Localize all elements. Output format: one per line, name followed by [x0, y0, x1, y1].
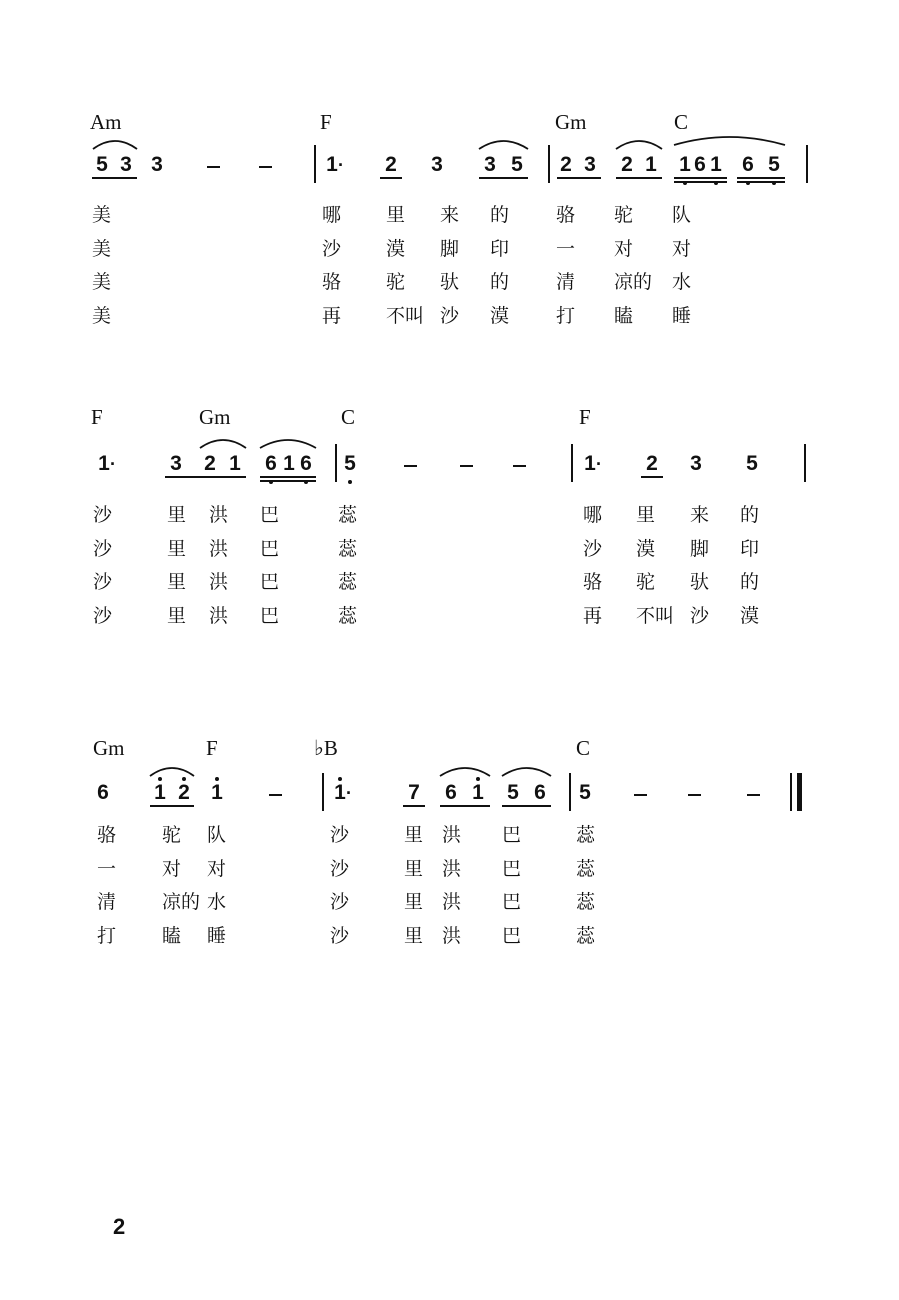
note-digit: 2	[178, 781, 190, 804]
system-2-lyric-4: 沙	[690, 604, 710, 627]
system-3-chord-3: ♭B	[314, 736, 338, 760]
system-1-lyric-1: 的	[490, 204, 510, 226]
note-digit: 6	[265, 452, 277, 475]
system-3-lyric-4: 洪	[442, 924, 462, 947]
system-1-note	[763, 153, 785, 177]
system-3-note	[206, 781, 228, 805]
note-digit: 5	[344, 452, 356, 475]
system-1-beam-underline	[92, 177, 137, 179]
system-3-lyric-2: 沙	[330, 857, 350, 880]
system-3-chord-1: Gm	[93, 736, 125, 760]
system-1-beam-underline	[616, 177, 662, 179]
system-1-slur	[477, 136, 530, 150]
system-3-lyric-2: 一	[97, 857, 117, 880]
system-1-lyric-2: 沙	[322, 237, 342, 260]
system-3-barline	[322, 773, 324, 811]
system-1-barline	[314, 145, 316, 183]
octave-dot-low	[348, 480, 352, 484]
octave-dot-high	[182, 777, 186, 781]
system-1-lyric-3: 水	[672, 271, 692, 293]
system-3-lyric-1: 蕊	[576, 824, 596, 846]
system-3-beam-underline	[440, 805, 490, 807]
system-1-sustain-dash	[259, 166, 272, 168]
system-2-chord-2: Gm	[199, 405, 231, 429]
note-digit: 1	[645, 153, 657, 176]
system-3-lyric-3: 里	[404, 891, 424, 913]
system-3-note	[329, 781, 351, 805]
system-1-beam-underline	[737, 177, 785, 179]
system-1-slur	[614, 136, 664, 150]
system-3-sustain-dash	[269, 794, 282, 796]
system-1-lyric-1: 美	[92, 204, 112, 226]
note-digit: 5	[768, 153, 780, 176]
system-2-note	[685, 452, 707, 476]
system-2-note	[199, 452, 221, 476]
system-1-beam-underline	[674, 181, 727, 183]
system-1-lyric-3: 清	[556, 271, 576, 293]
system-2-lyric-2: 沙	[583, 537, 603, 560]
system-2-note	[579, 452, 601, 476]
system-2-lyric-4: 里	[167, 604, 187, 627]
system-2-lyric-3: 里	[167, 571, 187, 593]
note-digit: 6	[694, 153, 706, 176]
note-digit: 6	[742, 153, 754, 176]
system-2-lyric-1: 哪	[583, 504, 603, 526]
augmentation-dot: ·	[110, 454, 116, 474]
system-2-beam-underline	[260, 476, 316, 478]
note-digit: 2	[646, 452, 658, 475]
system-3-lyric-3: 巴	[502, 891, 522, 913]
system-2-lyric-4: 漠	[740, 604, 760, 627]
note-digit: 2	[621, 153, 633, 176]
system-3-final-barline-thin	[790, 773, 792, 811]
system-1-lyric-4: 睡	[672, 304, 692, 327]
system-1-note	[91, 153, 113, 177]
system-1-lyric-1: 哪	[322, 204, 342, 226]
system-1-note	[321, 153, 343, 177]
page-number: 2	[113, 1214, 126, 1239]
system-2-sustain-dash	[513, 465, 526, 467]
system-3-lyric-1: 洪	[442, 824, 462, 846]
system-2-lyric-4: 蕊	[338, 604, 358, 627]
note-digit: 3	[431, 153, 443, 176]
system-2-note	[295, 452, 317, 476]
system-3-lyric-3: 水	[207, 891, 227, 913]
system-1-sustain-dash	[207, 166, 220, 168]
system-3-note	[173, 781, 195, 805]
system-1-lyric-2: 印	[490, 237, 510, 260]
augmentation-dot: ·	[338, 155, 344, 175]
system-3-note	[502, 781, 524, 805]
system-2-lyric-2: 蕊	[338, 537, 358, 560]
system-1-note	[426, 153, 448, 177]
system-3-slur	[438, 763, 492, 777]
system-3-slur	[500, 763, 553, 777]
system-1-chord-2: F	[320, 110, 332, 134]
system-1-lyric-4: 美	[92, 304, 112, 327]
system-1-lyric-4: 漠	[490, 304, 510, 327]
system-2-note	[339, 452, 361, 476]
system-1-beam-underline	[737, 181, 785, 183]
system-2-beam-underline	[165, 476, 246, 478]
system-3-lyric-4: 巴	[502, 924, 522, 947]
system-3-note	[574, 781, 596, 805]
system-1-note	[479, 153, 501, 177]
system-3-note	[440, 781, 462, 805]
system-3-lyric-2: 蕊	[576, 857, 596, 880]
system-3-final-barline-thick	[797, 773, 802, 811]
note-digit: 5	[96, 153, 108, 176]
system-1-lyric-3: 驮	[440, 271, 460, 293]
system-3-slur	[148, 763, 196, 777]
note-digit: 3	[170, 452, 182, 475]
note-digit: 1	[283, 452, 295, 475]
note-digit: 5	[507, 781, 519, 804]
system-1-lyric-1: 来	[440, 204, 460, 226]
note-digit: 6	[300, 452, 312, 475]
system-2-lyric-4: 巴	[260, 604, 280, 627]
system-3-lyric-4: 瞌	[162, 924, 182, 947]
system-1-barline	[806, 145, 808, 183]
note-digit: 2	[560, 153, 572, 176]
note-digit: 1	[710, 153, 722, 176]
system-2-slur	[198, 435, 248, 449]
octave-dot-high	[476, 777, 480, 781]
system-2-chord-1: F	[91, 405, 103, 429]
system-1-lyric-4: 瞌	[614, 304, 634, 327]
note-digit: 1	[154, 781, 166, 804]
note-digit: 3	[690, 452, 702, 475]
system-1-lyric-1: 里	[386, 204, 406, 226]
system-3-lyric-2: 里	[404, 857, 424, 880]
system-1-lyric-1: 骆	[556, 204, 576, 226]
system-1-chord-4: C	[674, 110, 689, 134]
system-2-lyric-1: 里	[636, 504, 656, 526]
system-1-note	[705, 153, 727, 177]
system-1-lyric-2: 对	[614, 237, 634, 260]
system-1-lyric-2: 一	[556, 237, 576, 260]
octave-dot-high	[158, 777, 162, 781]
note-digit: 2	[204, 452, 216, 475]
note-digit: 1	[98, 452, 110, 475]
system-1-note	[640, 153, 662, 177]
system-3-beam-underline	[403, 805, 425, 807]
system-2-beam-underline	[260, 480, 316, 482]
system-3-sustain-dash	[688, 794, 701, 796]
system-2-note	[741, 452, 763, 476]
system-3-lyric-2: 巴	[502, 857, 522, 880]
note-digit: 1	[326, 153, 338, 176]
octave-dot-high	[215, 777, 219, 781]
system-2-chord-4: F	[579, 405, 591, 429]
system-2-lyric-1: 巴	[260, 504, 280, 526]
system-1-lyric-4: 再	[322, 304, 342, 327]
system-1-lyric-3: 凉的	[614, 271, 653, 293]
note-digit: 6	[445, 781, 457, 804]
system-1-barline	[548, 145, 550, 183]
system-2-chord-3: C	[341, 405, 356, 429]
note-digit: 2	[385, 153, 397, 176]
system-1-lyric-2: 脚	[440, 237, 460, 260]
system-1-lyric-3: 美	[92, 271, 112, 293]
system-1-lyric-4: 不叫	[386, 304, 425, 327]
system-2-lyric-2: 洪	[209, 537, 229, 560]
system-1-beam-underline	[674, 177, 727, 179]
note-digit: 5	[511, 153, 523, 176]
note-digit: 5	[579, 781, 591, 804]
system-2-lyric-1: 里	[167, 504, 187, 526]
system-2-lyric-3: 巴	[260, 571, 280, 593]
system-3-lyric-3: 清	[97, 891, 117, 913]
system-1-note	[616, 153, 638, 177]
system-3-sustain-dash	[747, 794, 760, 796]
system-3-lyric-1: 骆	[97, 824, 117, 846]
system-3-note	[467, 781, 489, 805]
system-1-lyric-2: 漠	[386, 237, 406, 260]
system-1-note	[380, 153, 402, 177]
system-1-chord-1: Am	[90, 110, 122, 134]
system-3-chord-4: C	[576, 736, 591, 760]
system-2-note	[641, 452, 663, 476]
system-2-lyric-3: 骆	[583, 571, 603, 593]
system-2-lyric-4: 洪	[209, 604, 229, 627]
system-3-lyric-3: 蕊	[576, 891, 596, 913]
system-1-slur	[91, 136, 139, 150]
system-3-lyric-3: 洪	[442, 891, 462, 913]
system-3-lyric-3: 沙	[330, 891, 350, 913]
system-3-beam-underline	[502, 805, 551, 807]
note-digit: 3	[120, 153, 132, 176]
system-2-lyric-1: 的	[740, 504, 760, 526]
note-digit: 3	[484, 153, 496, 176]
note-digit: 3	[151, 153, 163, 176]
octave-dot-high	[338, 777, 342, 781]
system-3-lyric-1: 里	[404, 824, 424, 846]
system-2-sustain-dash	[404, 465, 417, 467]
system-2-lyric-2: 印	[740, 537, 760, 560]
system-2-lyric-1: 沙	[93, 504, 113, 526]
system-1-beam-underline	[557, 177, 601, 179]
system-3-beam-underline	[150, 805, 194, 807]
system-2-lyric-1: 洪	[209, 504, 229, 526]
system-2-lyric-1: 来	[690, 504, 710, 526]
system-3-barline	[569, 773, 571, 811]
system-2-lyric-3: 驮	[690, 571, 710, 593]
system-2-lyric-2: 脚	[690, 537, 710, 560]
system-1-note	[737, 153, 759, 177]
system-3-note	[529, 781, 551, 805]
system-1-lyric-1: 驼	[614, 204, 634, 226]
system-2-lyric-4: 不叫	[636, 604, 675, 627]
note-digit: 7	[408, 781, 420, 804]
note-digit: 5	[746, 452, 758, 475]
system-2-lyric-2: 沙	[93, 537, 113, 560]
note-digit: 1	[211, 781, 223, 804]
augmentation-dot: ·	[596, 454, 602, 474]
system-1-note	[579, 153, 601, 177]
system-3-lyric-2: 对	[162, 857, 182, 880]
system-3-lyric-4: 里	[404, 924, 424, 947]
system-1-lyric-3: 驼	[386, 271, 406, 293]
note-digit: 1	[229, 452, 241, 475]
system-1-lyric-4: 沙	[440, 304, 460, 327]
system-3-lyric-1: 驼	[162, 824, 182, 846]
system-2-lyric-3: 的	[740, 571, 760, 593]
system-3-lyric-1: 巴	[502, 824, 522, 846]
system-1-chord-3: Gm	[555, 110, 587, 134]
system-2-lyric-3: 驼	[636, 571, 656, 593]
system-3-note	[92, 781, 114, 805]
note-digit: 1	[334, 781, 346, 804]
system-2-lyric-3: 洪	[209, 571, 229, 593]
note-digit: 3	[584, 153, 596, 176]
system-3-note	[403, 781, 425, 805]
system-3-lyric-2: 对	[207, 857, 227, 880]
system-2-lyric-4: 沙	[93, 604, 113, 627]
system-2-note	[165, 452, 187, 476]
system-2-lyric-2: 里	[167, 537, 187, 560]
system-1-lyric-1: 队	[672, 204, 692, 226]
system-3-note	[149, 781, 171, 805]
system-3-lyric-1: 队	[207, 824, 227, 846]
system-2-barline	[571, 444, 573, 482]
system-3-lyric-4: 沙	[330, 924, 350, 947]
note-digit: 6	[534, 781, 546, 804]
system-2-barline	[804, 444, 806, 482]
system-1-lyric-2: 对	[672, 237, 692, 260]
system-1-note	[506, 153, 528, 177]
system-2-note	[224, 452, 246, 476]
system-1-lyric-3: 骆	[322, 271, 342, 293]
system-2-lyric-3: 蕊	[338, 571, 358, 593]
system-2-beam-underline	[641, 476, 663, 478]
system-2-lyric-4: 再	[583, 604, 603, 627]
system-2-lyric-2: 巴	[260, 537, 280, 560]
system-2-note	[93, 452, 115, 476]
system-2-barline	[335, 444, 337, 482]
system-1-lyric-3: 的	[490, 271, 510, 293]
system-1-lyric-4: 打	[556, 304, 576, 327]
note-digit: 1	[679, 153, 691, 176]
system-1-slur	[672, 132, 787, 146]
note-digit: 1	[472, 781, 484, 804]
note-digit: 1	[584, 452, 596, 475]
system-1-note	[146, 153, 168, 177]
system-2-sustain-dash	[460, 465, 473, 467]
system-2-lyric-1: 蕊	[338, 504, 358, 526]
system-3-lyric-2: 洪	[442, 857, 462, 880]
system-3-lyric-1: 沙	[330, 824, 350, 846]
system-3-sustain-dash	[634, 794, 647, 796]
system-2-lyric-2: 漠	[636, 537, 656, 560]
system-3-chord-2: F	[206, 736, 218, 760]
system-1-beam-underline	[380, 177, 402, 179]
system-3-lyric-4: 蕊	[576, 924, 596, 947]
system-2-slur	[258, 435, 318, 449]
system-2-lyric-3: 沙	[93, 571, 113, 593]
note-digit: 6	[97, 781, 109, 804]
system-3-lyric-4: 打	[97, 924, 117, 947]
augmentation-dot: ·	[346, 783, 352, 803]
system-1-note	[115, 153, 137, 177]
system-1-lyric-2: 美	[92, 237, 112, 260]
system-3-lyric-3: 凉的	[162, 891, 201, 913]
system-3-lyric-4: 睡	[207, 924, 227, 947]
system-1-beam-underline	[479, 177, 528, 179]
system-1-note	[555, 153, 577, 177]
